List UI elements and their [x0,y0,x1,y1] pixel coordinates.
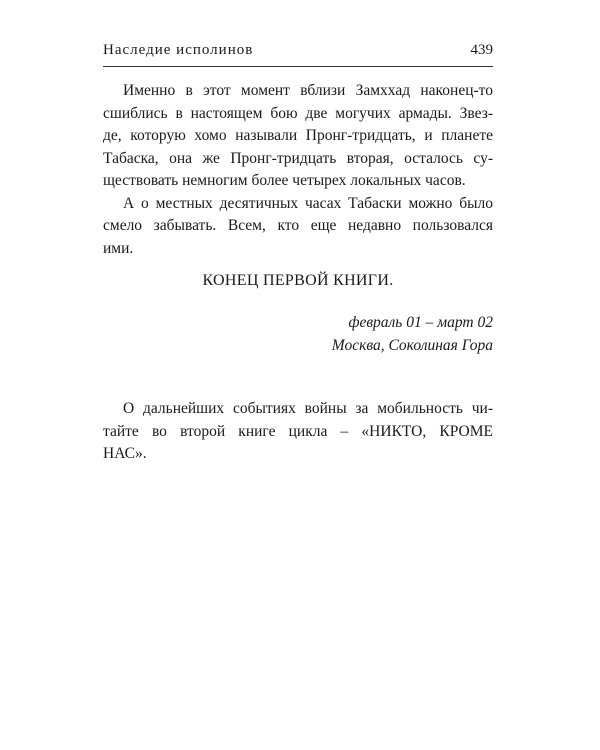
text-line: смело забывать. Всем, кто еще недавно пользовался [103,217,493,234]
page-number: 439 [470,42,493,58]
running-title: Наследие исполинов [103,42,254,58]
dateline-place: Москва, Соколиная Гора [331,336,493,354]
paragraph-3 [103,398,493,466]
text-line: де, которую хомо называли Пронг-тридцать, и планете [103,127,493,144]
dateline [103,312,493,357]
text-line: НАС». [103,445,147,462]
dateline-dates: февраль 01 – март 02 [348,314,493,331]
paragraph-2 [103,193,493,261]
paragraph-1 [103,80,493,193]
running-header [103,40,493,67]
text-line: Табаска, она же Пронг-тридцать вторая, осталось су- [103,149,493,167]
text-line: ществовать немногим более четырех локальных часов. [103,172,466,189]
text-line: О дальнейших событиях войны за мобильность чи- [123,400,493,417]
text-line: Именно в этот момент вблизи Замххад наконец-то [123,82,493,99]
text-line: ими. [103,239,134,257]
text-line: тайте во второй книге цикла – «НИКТО, КРОМЕ [103,422,493,440]
text-line: А о местных десятичных часах Табаски можно было [123,194,493,212]
text-line: сшиблись в настоящем бою две могучих армады. Звез- [103,104,493,122]
end-of-book-title: КОНЕЦ ПЕРВОЙ КНИГИ. [202,272,394,289]
